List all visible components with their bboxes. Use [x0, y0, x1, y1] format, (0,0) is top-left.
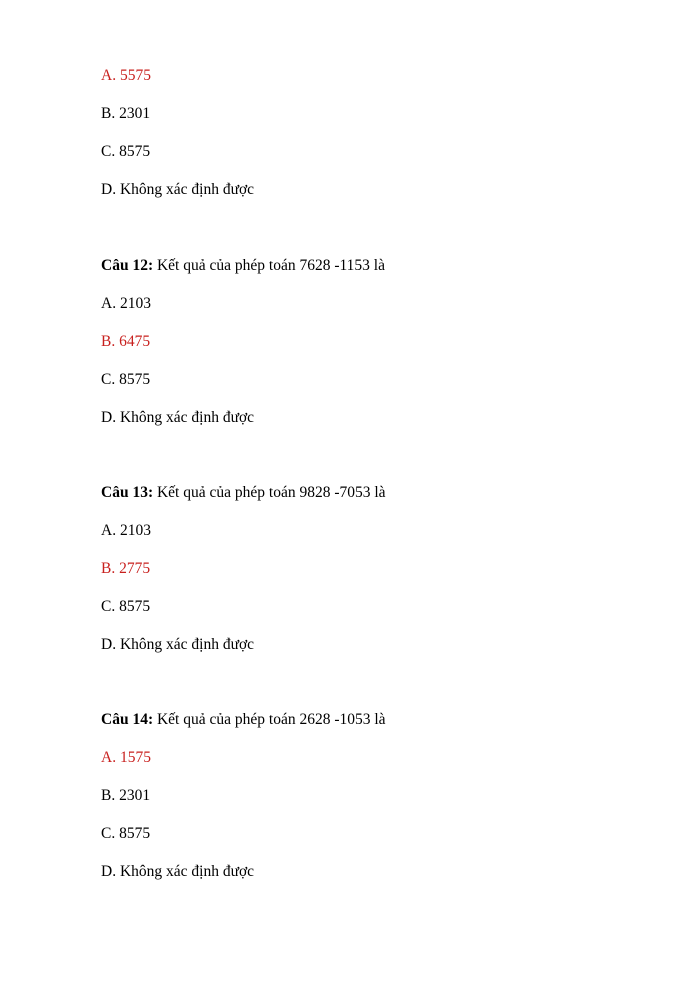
option-a: A. 2103	[101, 522, 151, 539]
option-d: D. Không xác định được	[101, 409, 255, 426]
option-d: D. Không xác định được	[101, 636, 255, 653]
option-c: C. 8575	[101, 825, 151, 842]
option-c: C. 8575	[101, 598, 151, 615]
question-label: Câu 14:	[101, 711, 154, 728]
question-12	[101, 256, 385, 276]
option-d: D. Không xác định được	[101, 863, 255, 880]
option-a: A. 2103	[101, 295, 151, 312]
option-b: B. 2301	[101, 787, 151, 804]
option-d: D. Không xác định được	[101, 181, 255, 198]
question-text: Kết quả của phép toán 2628 -1053 là	[153, 711, 386, 728]
option-a: A. 5575	[101, 67, 151, 84]
question-text: Kết quả của phép toán 9828 -7053 là	[153, 484, 386, 501]
option-c: C. 8575	[101, 143, 151, 160]
question-label: Câu 13:	[101, 484, 154, 501]
option-c: C. 8575	[101, 371, 151, 388]
question-13	[101, 483, 386, 503]
option-a: A. 1575	[101, 749, 151, 766]
option-b: B. 6475	[101, 333, 151, 350]
question-14	[101, 710, 386, 730]
question-label: Câu 12:	[101, 257, 154, 274]
question-text: Kết quả của phép toán 7628 -1153 là	[153, 257, 385, 274]
option-b: B. 2301	[101, 105, 151, 122]
option-b: B. 2775	[101, 560, 151, 577]
